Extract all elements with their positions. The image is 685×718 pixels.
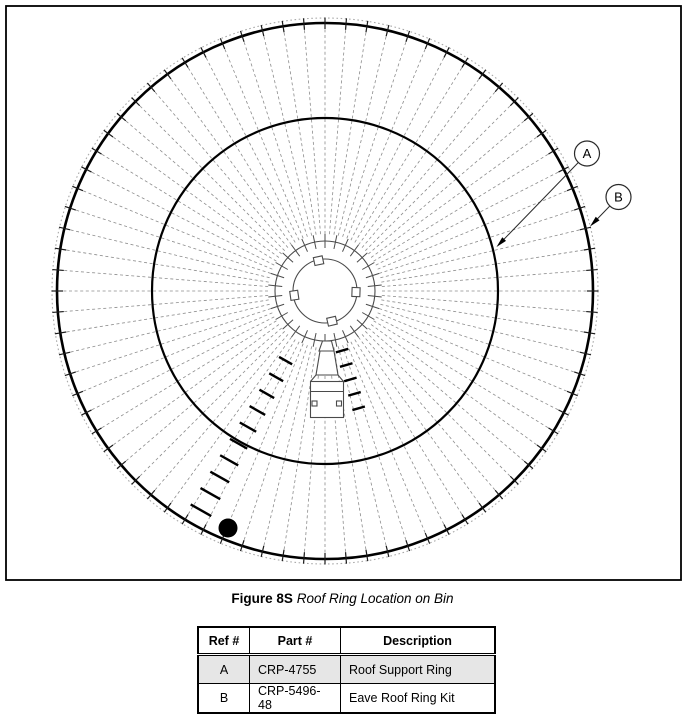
eave-tick <box>346 552 347 563</box>
callout-b-label: B <box>614 189 623 205</box>
seam-line <box>359 76 482 245</box>
seam-line <box>329 348 345 556</box>
ladder-rung <box>250 406 266 415</box>
vent-latch <box>337 401 342 406</box>
hub-inner-circle <box>293 259 357 323</box>
vent-neck <box>316 351 338 375</box>
seam-line <box>152 89 288 248</box>
ladder-rung <box>191 504 212 516</box>
seam-line <box>338 32 387 235</box>
figure-number: Figure 8S <box>231 591 293 606</box>
vent-flare <box>338 375 344 382</box>
seam-line <box>343 345 408 544</box>
seam-line <box>381 249 587 282</box>
hub-tick <box>276 313 288 320</box>
table-row-a <box>198 655 495 684</box>
cell-ref: B <box>198 684 250 714</box>
figure-frame <box>6 6 681 580</box>
callout-a <box>575 141 600 166</box>
ladder-end-dot <box>219 519 238 538</box>
eave-tick <box>52 270 63 271</box>
seam-line <box>347 45 427 238</box>
hub-tick <box>342 330 348 343</box>
ladder-rung <box>340 363 352 367</box>
cell-description: Eave Roof Ring Kit <box>341 684 496 714</box>
hub-tick <box>350 326 358 337</box>
figure-caption <box>0 591 685 606</box>
eave-tick <box>304 18 305 29</box>
seam-line <box>123 328 282 464</box>
seam-line <box>365 103 513 251</box>
seam-line <box>62 300 268 333</box>
ladder-rung <box>201 488 221 499</box>
ladder-rung <box>352 406 364 410</box>
ladder-rung <box>240 422 256 431</box>
seam-line <box>169 76 292 245</box>
hub-clip-square <box>352 287 360 296</box>
seam-line <box>376 317 562 412</box>
seam-line <box>60 295 268 311</box>
seam-line <box>123 118 282 254</box>
seam-line <box>263 32 312 235</box>
seam-line <box>66 229 269 278</box>
hub-tick <box>362 263 374 270</box>
seam-line <box>347 344 427 537</box>
seam-line <box>382 295 590 311</box>
seam-line <box>72 209 271 274</box>
seam-line <box>223 45 303 238</box>
hub-tick <box>276 263 288 270</box>
hub-tick <box>291 245 299 256</box>
seam-line <box>304 26 320 234</box>
seam-line <box>329 26 345 234</box>
seam-line <box>79 313 272 393</box>
seam-line <box>362 89 498 248</box>
hub-clip-square <box>313 256 323 266</box>
seam-line <box>79 189 272 269</box>
center-hub <box>268 234 381 348</box>
seam-line <box>338 346 387 549</box>
seam-line <box>368 118 527 254</box>
seam-line <box>137 103 285 251</box>
seam-line <box>137 331 285 479</box>
seam-line <box>365 331 513 479</box>
location-dot <box>219 519 238 538</box>
eave-tick <box>586 312 597 313</box>
seam-line <box>351 342 446 528</box>
eave-tick <box>304 552 305 563</box>
seam-line <box>62 249 268 282</box>
column-header-description: Description <box>341 627 496 655</box>
column-header-ref: Ref # <box>198 627 250 655</box>
seam-line <box>376 170 562 265</box>
seam-line <box>379 309 578 374</box>
eave-tick <box>586 270 597 271</box>
seam-line <box>152 334 288 493</box>
cell-ref: A <box>198 655 250 684</box>
seam-line <box>204 342 299 528</box>
seam-line <box>378 189 571 269</box>
ladder-rung <box>210 472 229 483</box>
seam-line <box>380 304 583 353</box>
seam-line <box>72 309 271 374</box>
cell-part: CRP-5496-48 <box>250 684 341 714</box>
seam-line <box>351 54 446 240</box>
parts-table <box>197 626 496 714</box>
seam-line <box>381 300 587 333</box>
hub-clip-square <box>290 290 299 300</box>
figure-title: Roof Ring Location on Bin <box>296 591 454 606</box>
hub-tick <box>350 245 358 256</box>
seam-line <box>169 337 292 506</box>
seam-line <box>66 304 269 353</box>
seam-line <box>88 170 274 265</box>
seam-line <box>88 317 274 412</box>
leader-line <box>499 162 578 244</box>
vent-stem <box>319 341 334 351</box>
seam-line <box>368 328 527 464</box>
seam-line <box>110 135 279 258</box>
seam-line <box>371 135 540 258</box>
hub-clip-square <box>327 316 338 326</box>
ladder-rung <box>336 349 348 353</box>
seam-line <box>283 28 316 234</box>
seam-line <box>283 347 316 553</box>
seam-line <box>334 28 367 234</box>
seam-line <box>359 337 482 506</box>
table-row-b <box>198 684 495 714</box>
column-header-part: Part # <box>250 627 341 655</box>
seam-line <box>371 325 540 448</box>
hub-tick <box>302 330 308 343</box>
roof-ladder-rungs <box>191 349 365 516</box>
ladder-rung <box>279 357 292 364</box>
vent-body <box>311 382 344 418</box>
seam-line <box>378 313 571 393</box>
seam-line <box>243 345 308 544</box>
eave-tick <box>346 18 347 29</box>
seam-line <box>343 38 408 237</box>
callout-a-label: A <box>582 146 592 161</box>
seam-line <box>263 346 312 549</box>
hub-tick <box>291 326 299 337</box>
seam-line <box>223 344 303 537</box>
ladder-rung <box>220 455 238 465</box>
hub-tick <box>302 239 308 252</box>
seam-line <box>380 229 583 278</box>
seam-line <box>382 270 590 286</box>
parts-table-header-row <box>198 627 495 655</box>
cell-description: Roof Support Ring <box>341 655 496 684</box>
cell-part: CRP-4755 <box>250 655 341 684</box>
seam-line <box>60 270 268 286</box>
seam-line <box>204 54 299 240</box>
hub-tick <box>362 313 374 320</box>
seam-line <box>379 209 578 274</box>
vent-latch <box>312 401 317 406</box>
hub-tick <box>342 239 348 252</box>
eave-tick <box>52 312 63 313</box>
seam-line <box>243 38 308 237</box>
callout-b <box>606 185 631 210</box>
seam-line <box>362 334 498 493</box>
